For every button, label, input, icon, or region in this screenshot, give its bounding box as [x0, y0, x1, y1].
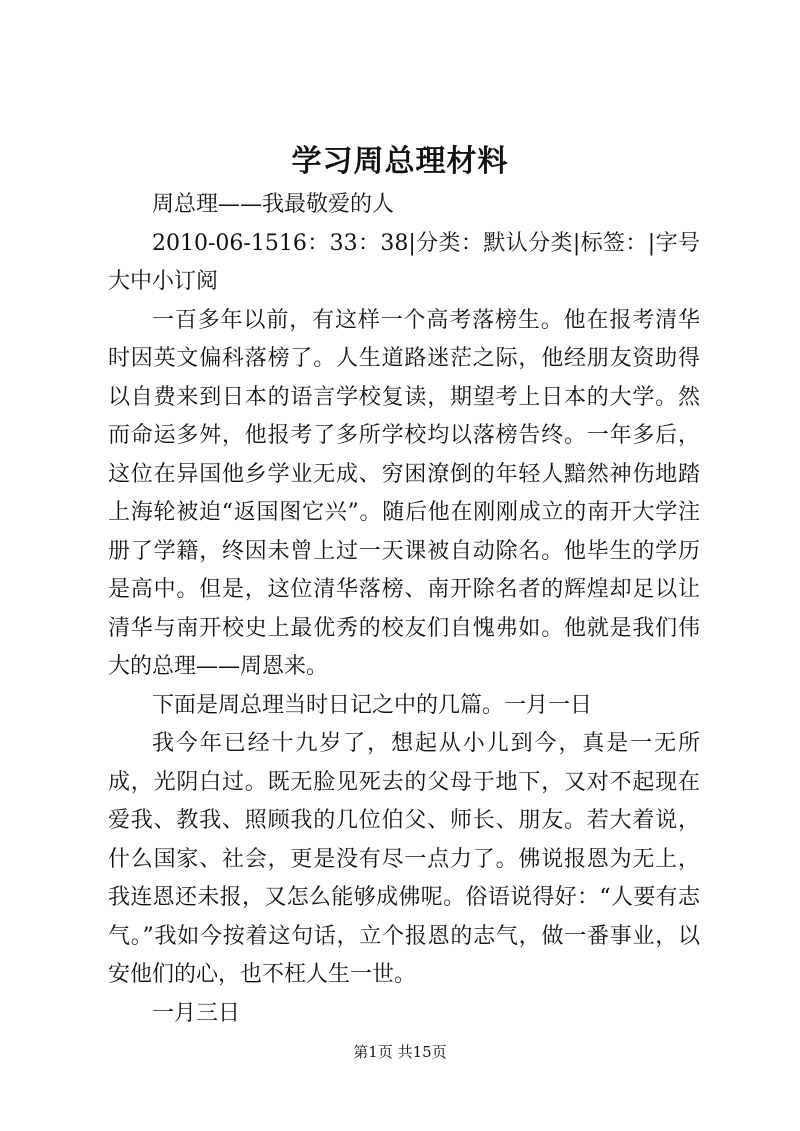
document-body [108, 186, 700, 1033]
paragraph-subtitle: 周总理——我最敬爱的人 [152, 192, 395, 217]
paragraph-diary-intro: 下面是周总理当时日记之中的几篇。一月一日 [152, 692, 593, 718]
paragraph-story: 一百多年以前，有这样一个高考落榜生。他在报考清华时因英文偏科落榜了。人生道路迷茫之际，他经朋友资助得以自费来到日本的语言学校复读，期望考上日本的大学。然而命运多舛，他报考了多所学校均以落榜告终。一年多后，这位在异国他乡学业无成、穷困潦倒的年轻人黯然神伤地踏上海轮被迫“返国图它兴”。随后他在刚刚成立的南开大学注册了学籍，终因未曾上过一天课被自动除名。他毕生的学历是高中。但是，这位清华落榜、南开除名者的辉煌却足以让清华与南开校史上最优秀的校友们自愧弗如。他就是我们伟大的总理——周恩来。 [108, 307, 700, 679]
paragraph-diary-date: 一月三日 [152, 1000, 241, 1026]
paragraph-diary-entry: 我今年已经十九岁了，想起从小儿到今，真是一无所成，光阴白过。既无脸见死去的父母于地下，又对不起现在爱我、教我、照顾我的几位伯父、师长、朋友。若大着说，什么国家、社会，更是没有尽一点力了。佛说报恩为无上，我连恩还未报，又怎么能够成佛呢。俗语说得好：“人要有志气。”我如今按着这句话，立个报恩的志气，做一番事业，以安他们的心，也不枉人生一世。 [108, 731, 700, 987]
paragraph-meta: 2010-06-1516：33：38|分类：默认分类|标签：|字号大中小订阅 [108, 230, 700, 294]
page-footer: 第1页 共15页 [353, 1043, 447, 1061]
document-title: 学习周总理材料 [291, 144, 509, 179]
